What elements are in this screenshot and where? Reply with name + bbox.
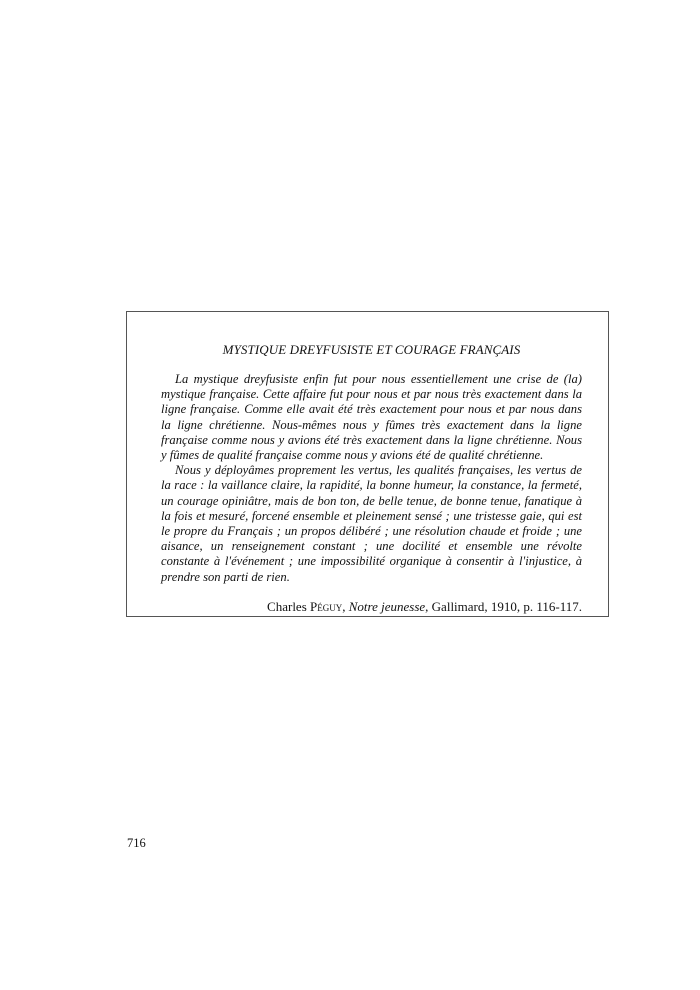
excerpt-box	[126, 311, 609, 617]
citation-author-last: Péguy	[310, 598, 343, 614]
excerpt-title: MYSTIQUE DREYFUSISTE ET COURAGE FRANÇAIS	[222, 342, 521, 357]
page-number: 716	[127, 836, 146, 850]
citation-work: Notre jeunesse	[348, 598, 426, 614]
citation-details: , Gallimard, 1910, p. 116-117.	[425, 598, 582, 614]
citation: Charles Péguy, Notre jeunesse, Gallimard, 1910, p. 116-117.	[267, 598, 582, 614]
citation-author-first: Charles	[267, 598, 307, 614]
excerpt-paragraph: La mystique dreyfusiste enfin fut pour nous essentiellement une crise de (la) mystique française. Cette affaire fut pour nous et par nous très exactement dans la ligne française. Comme elle avait été très exactement pour nous et par nous dans la ligne chrétienne. Nous-mêmes nous y fûmes très exactement dans la ligne française comme nous y avions été très exactement dans la ligne chrétienne. Nous y fûmes de qualité française comme nous y avions été de qualité chrétienne.	[161, 372, 582, 463]
excerpt-paragraph: Nous y déployâmes proprement les vertus, les qualités françaises, les vertus de la race : la vaillance claire, la rapidité, la bonne humeur, la constance, la fermeté, un courage opiniâtre, mais de bon ton, de belle tenue, de bonne tenue, fanatique à la fois et mesuré, forcené ensemble et pleinement sensé ; une tristesse gaie, qui est le propre du Français ; un propos délibéré ; une résolution chaude et froide ; une aisance, un renseignement constant ; une docilité et ensemble une révolte constante à l'événement ; une impossibilité organique à consentir à l'injustice, à prendre son parti de rien.	[161, 463, 582, 584]
